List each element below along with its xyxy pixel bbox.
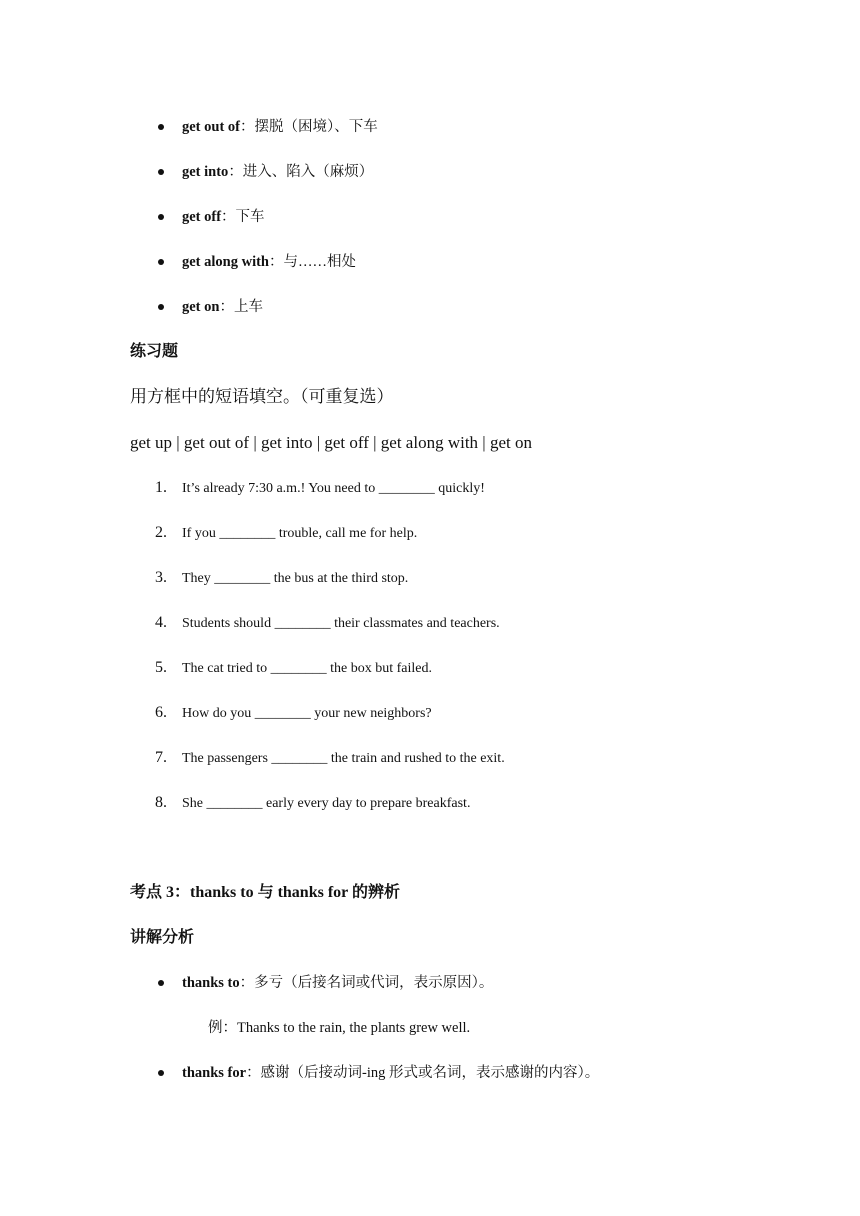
bullet-dot <box>158 980 164 986</box>
question-number: 8. <box>155 794 167 811</box>
usage-meaning: ：感谢（后接动词-ing 形式或名词，表示感谢的内容）。 <box>246 1065 600 1081</box>
vocab-item <box>182 252 356 272</box>
question-number: 3. <box>155 569 167 586</box>
question-text: She ________ early every day to prepare breakfast. <box>182 796 471 811</box>
question-number: 5. <box>155 659 167 676</box>
usage-item <box>182 973 493 993</box>
vocab-term: get out of <box>182 119 240 135</box>
bullet-dot <box>158 1070 164 1076</box>
vocab-meaning: ：摆脱（困境）、下车 <box>240 119 378 135</box>
example-sentence: 例：Thanks to the rain, the plants grew well. <box>208 1020 471 1036</box>
usage-term: thanks for <box>182 1065 247 1081</box>
bullet-dot <box>158 124 164 130</box>
bullet-dot <box>158 214 164 220</box>
bullet-dot <box>158 259 164 265</box>
question-number: 2. <box>155 524 167 541</box>
vocab-meaning: ：下车 <box>221 209 265 225</box>
question-text: If you ________ trouble, call me for help. <box>182 526 418 541</box>
usage-meaning: ：多亏（后接名词或代词，表示原因）。 <box>239 975 494 991</box>
vocab-meaning: ：与……相处 <box>269 254 356 270</box>
usage-item <box>182 1063 599 1083</box>
vocab-term: get along with <box>182 254 269 270</box>
question-number: 1. <box>155 479 167 496</box>
vocab-term: get off <box>182 209 222 225</box>
vocab-item <box>182 207 265 227</box>
exercise-heading: 练习题 <box>130 343 179 360</box>
vocab-meaning: ：进入、陷入（麻烦） <box>228 164 374 180</box>
usage-term: thanks to <box>182 975 240 991</box>
bullet-dot <box>158 169 164 175</box>
exercise-instruction: 用方框中的短语填空。（可重复选） <box>130 387 394 406</box>
question-text: They ________ the bus at the third stop. <box>182 571 409 586</box>
question-text: How do you ________ your new neighbors? <box>182 706 432 721</box>
bullet-dot <box>158 304 164 310</box>
section-title: 考点 3：thanks to 与 thanks for 的辨析 <box>130 884 400 901</box>
word-box: get up | get out of | get into | get off | get along with | get on <box>130 433 532 452</box>
question-text: It’s already 7:30 a.m.! You need to ________ quickly! <box>182 481 485 496</box>
vocab-item <box>182 117 378 137</box>
vocab-term: get into <box>182 164 229 180</box>
question-number: 7. <box>155 749 167 766</box>
question-number: 4. <box>155 614 167 631</box>
question-text: The passengers ________ the train and rushed to the exit. <box>182 751 505 766</box>
vocab-meaning: ：上车 <box>219 299 263 315</box>
question-text: Students should ________ their classmates and teachers. <box>182 616 500 631</box>
section-subheading: 讲解分析 <box>130 929 195 946</box>
vocab-term: get on <box>182 299 220 315</box>
question-text: The cat tried to ________ the box but failed. <box>182 661 432 676</box>
question-number: 6. <box>155 704 167 721</box>
vocab-item <box>182 297 263 317</box>
vocab-item <box>182 162 373 182</box>
